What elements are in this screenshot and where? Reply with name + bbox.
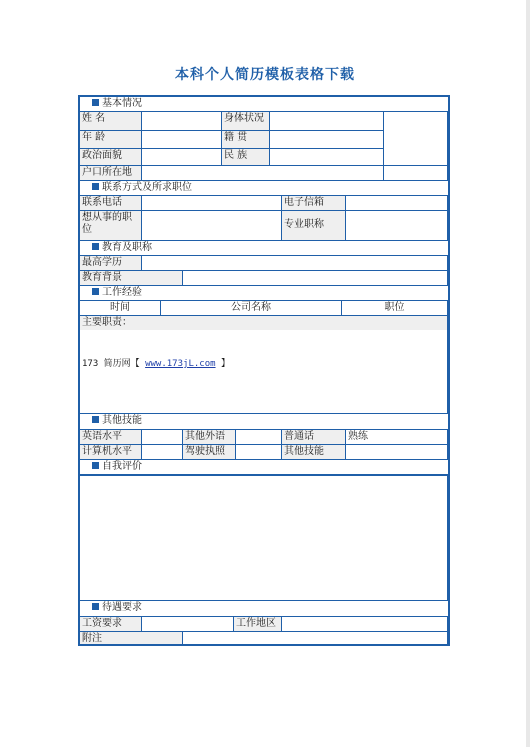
field-phone[interactable]: [142, 196, 282, 211]
field-native[interactable]: [270, 131, 384, 149]
label-hukou: 户口所在地: [80, 166, 142, 181]
section-skills: 其他技能: [80, 414, 448, 430]
field-other-lang[interactable]: [236, 430, 282, 445]
duty-text-suffix: 】: [215, 359, 230, 369]
field-ethnic[interactable]: [270, 149, 384, 166]
section-self: 自我评价: [80, 460, 448, 475]
section-basic: 基本情况: [80, 97, 448, 112]
label-other-skill: 其他技能: [282, 445, 346, 460]
label-pro-title: 专业职称: [282, 211, 346, 241]
page-edge: [526, 0, 530, 747]
field-salary[interactable]: [142, 617, 234, 632]
field-note[interactable]: [183, 632, 448, 644]
resume-form: [78, 95, 450, 646]
header-company: 公司名称: [161, 301, 342, 316]
header-position: 职位: [342, 301, 448, 316]
field-english[interactable]: [142, 430, 183, 445]
field-name[interactable]: [142, 112, 222, 131]
square-icon: [92, 462, 99, 469]
field-health[interactable]: [270, 112, 384, 131]
square-icon: [92, 183, 99, 190]
field-computer[interactable]: [142, 445, 183, 460]
section-work: 工作经验: [80, 286, 448, 301]
section-contact: 联系方式及所求职位: [80, 181, 448, 196]
section-education: 教育及职称: [80, 241, 448, 256]
square-icon: [92, 288, 99, 295]
label-edu-bg: 教育背景: [80, 271, 183, 286]
label-phone: 联系电话: [80, 196, 142, 211]
label-duty: 主要职责：: [80, 316, 448, 330]
field-political[interactable]: [142, 149, 222, 166]
duty-link[interactable]: www.173jL.com: [145, 359, 216, 369]
header-time: 时间: [80, 301, 161, 316]
field-age[interactable]: [142, 131, 222, 149]
field-work-area[interactable]: [282, 617, 448, 632]
label-note: 附注: [80, 632, 183, 644]
field-other-skill[interactable]: [346, 445, 448, 460]
label-health: 身体状况: [222, 112, 270, 131]
label-political: 政治面貌: [80, 149, 142, 166]
field-hukou[interactable]: [142, 166, 384, 181]
label-degree: 最高学历: [80, 256, 142, 271]
page-title: 本科个人简历模板表格下载: [175, 67, 355, 83]
label-email: 电子信箱: [282, 196, 346, 211]
field-mandarin[interactable]: 熟练: [346, 430, 448, 445]
duty-text-prefix: 173 简历网【: [82, 359, 146, 369]
label-name: 姓 名: [80, 112, 142, 131]
section-treatment: 待遇要求: [80, 601, 448, 617]
label-license: 驾驶执照: [183, 445, 236, 460]
field-edu-bg[interactable]: [183, 271, 448, 286]
field-pro-title[interactable]: [346, 211, 448, 241]
field-self-eval[interactable]: [80, 475, 448, 601]
label-salary: 工资要求: [80, 617, 142, 632]
field-duty[interactable]: [80, 330, 448, 414]
label-native: 籍 贯: [222, 131, 270, 149]
square-icon: [92, 243, 99, 250]
label-english: 英语水平: [80, 430, 142, 445]
label-computer: 计算机水平: [80, 445, 142, 460]
label-mandarin: 普通话: [282, 430, 346, 445]
field-email[interactable]: [346, 196, 448, 211]
label-ethnic: 民 族: [222, 149, 270, 166]
square-icon: [92, 416, 99, 423]
photo-area[interactable]: [384, 112, 448, 166]
label-want-job: 想从事的职位: [80, 211, 142, 241]
field-hukou-extra[interactable]: [384, 166, 448, 181]
field-license[interactable]: [236, 445, 282, 460]
square-icon: [92, 99, 99, 106]
field-degree[interactable]: [142, 256, 448, 271]
label-age: 年 龄: [80, 131, 142, 149]
label-other-lang: 其他外语: [183, 430, 236, 445]
label-work-area: 工作地区: [234, 617, 282, 632]
square-icon: [92, 603, 99, 610]
field-want-job[interactable]: [142, 211, 282, 241]
